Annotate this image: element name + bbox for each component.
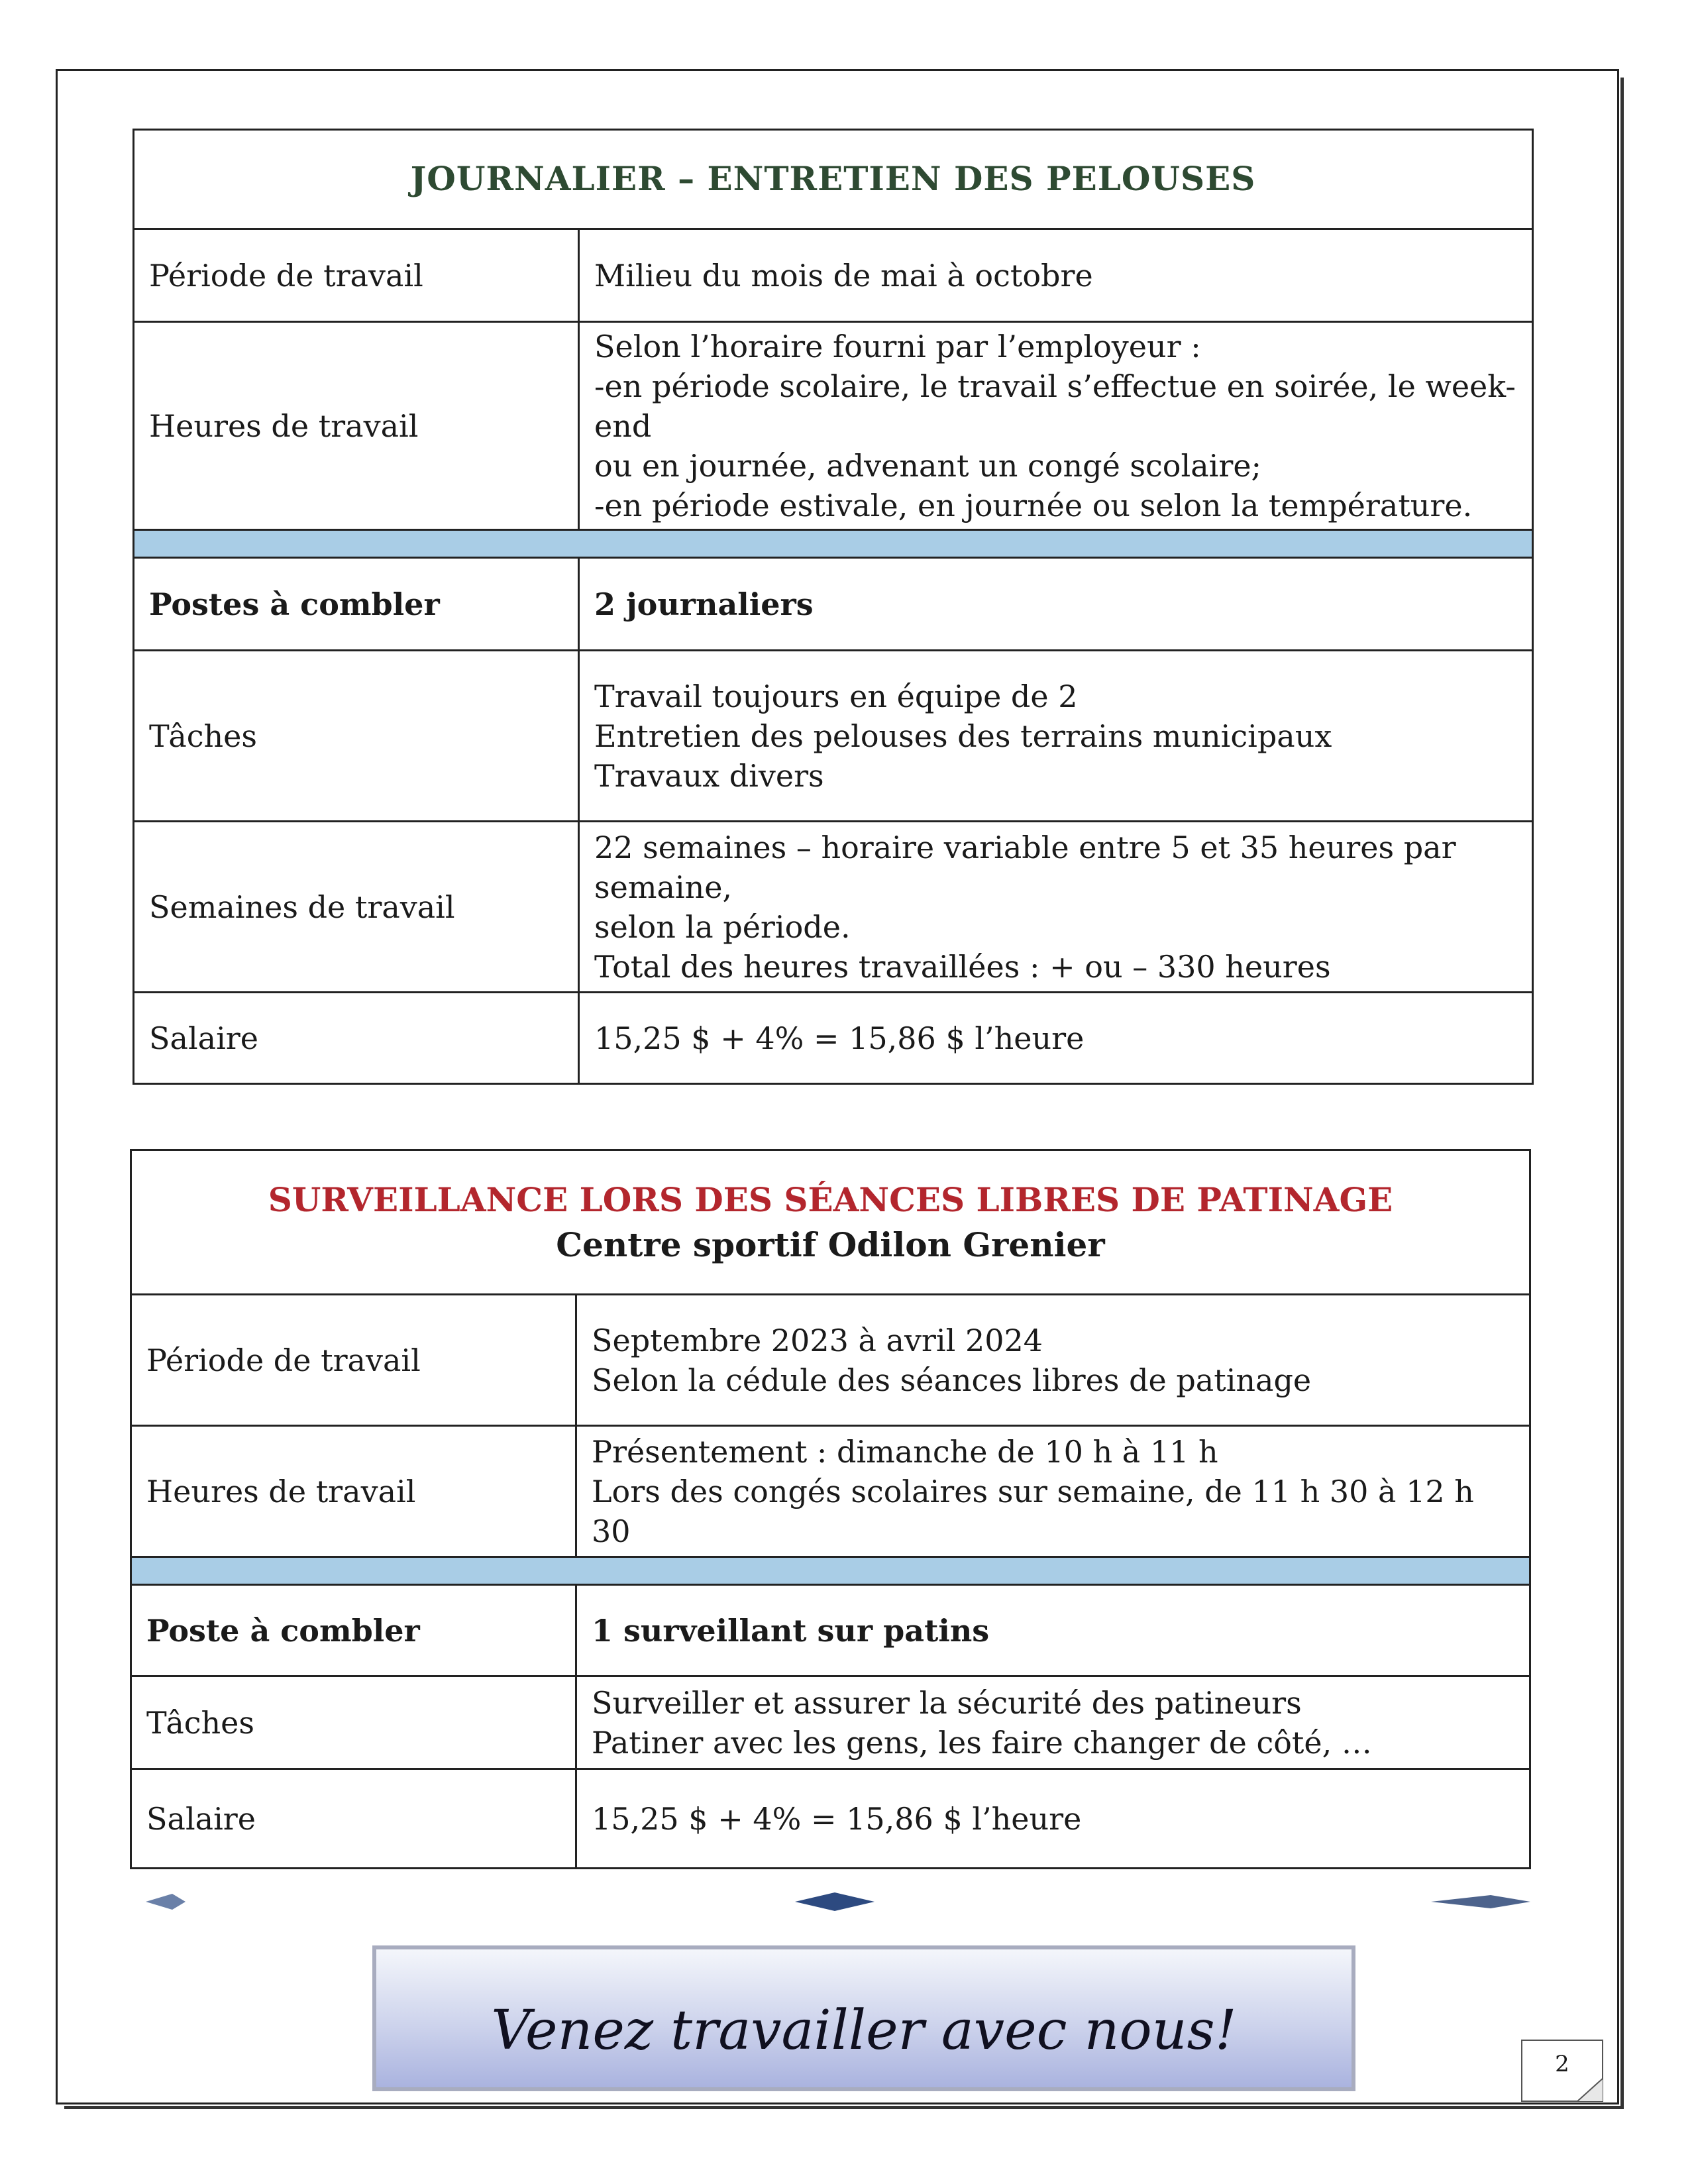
job1-heures-value [579, 322, 1533, 530]
job1-separator [134, 530, 1533, 558]
banner-text: Venez travailler avec nous! [491, 1998, 1237, 2062]
job2-heures-line: Présentement : dimanche de 10 h à 11 h [592, 1433, 1218, 1470]
job2-separator [131, 1557, 1530, 1585]
job1-heures-line: -en période scolaire, le travail s’effectue en soirée, le week-end [594, 368, 1516, 444]
job1-periode-value: Milieu du mois de mai à octobre [579, 229, 1533, 322]
job1-heures-label: Heures de travail [134, 322, 579, 530]
job1-semaines-value [579, 822, 1533, 993]
job2-periode-value [576, 1295, 1530, 1426]
job2-taches-line: Patiner avec les gens, les faire changer de côté, … [592, 1724, 1372, 1761]
job1-heures-line: ou en journée, advenant un congé scolaire; [594, 447, 1262, 484]
job2-poste-value: 1 surveillant sur patins [576, 1585, 1530, 1676]
page-number-text: 2 [1555, 2051, 1569, 2077]
job1-semaines-line: 22 semaines – horaire variable entre 5 et 35 heures par semaine, [594, 829, 1456, 905]
job1-periode-label: Période de travail [134, 229, 579, 322]
job2-subtitle: Centre sportif Odilon Grenier [556, 1225, 1105, 1264]
job2-taches-label: Tâches [131, 1676, 576, 1769]
job1-semaines-line: selon la période. [594, 908, 851, 945]
job-table-skating-supervision [130, 1149, 1531, 1869]
job2-heures-line: Lors des congés scolaires sur semaine, de 11 h 30 à 12 h 30 [592, 1473, 1474, 1549]
job2-title: SURVEILLANCE LORS DES SÉANCES LIBRES DE PATINAGE [268, 1179, 1393, 1219]
job1-semaines-line: Total des heures travaillées : + ou – 330 heures [594, 948, 1331, 985]
job2-periode-line: Septembre 2023 à avril 2024 [592, 1322, 1043, 1358]
job1-taches-line: Entretien des pelouses des terrains municipaux [594, 718, 1332, 754]
job-table-lawn-maintenance [132, 129, 1534, 1085]
job1-postes-value: 2 journaliers [579, 558, 1533, 651]
job1-postes-label: Postes à combler [134, 558, 579, 651]
job2-heures-label: Heures de travail [131, 1426, 576, 1557]
job2-poste-label: Poste à combler [131, 1585, 576, 1676]
job1-taches-line: Travail toujours en équipe de 2 [594, 678, 1078, 714]
job2-salaire-value: 15,25 $ + 4% = 15,86 $ l’heure [576, 1769, 1530, 1869]
job2-salaire-label: Salaire [131, 1769, 576, 1869]
job1-taches-label: Tâches [134, 651, 579, 822]
job1-title: JOURNALIER – ENTRETIEN DES PELOUSES [410, 159, 1256, 198]
job1-salaire-value: 15,25 $ + 4% = 15,86 $ l’heure [579, 993, 1533, 1084]
job2-heures-value [576, 1426, 1530, 1557]
page-number [1521, 2040, 1603, 2102]
job1-heures-line: -en période estivale, en journée ou selon la température. [594, 487, 1473, 523]
job2-periode-line: Selon la cédule des séances libres de patinage [592, 1362, 1312, 1398]
job1-semaines-label: Semaines de travail [134, 822, 579, 993]
job1-heures-line: Selon l’horaire fourni par l’employeur : [594, 328, 1201, 364]
job2-taches-line: Surveiller et assurer la sécurité des patineurs [592, 1684, 1302, 1721]
job1-taches-value [579, 651, 1533, 822]
banner [372, 1945, 1355, 2091]
job2-taches-value [576, 1676, 1530, 1769]
job1-salaire-label: Salaire [134, 993, 579, 1084]
job1-taches-line: Travaux divers [594, 757, 824, 794]
page-curl-icon [1577, 2078, 1603, 2102]
job2-periode-label: Période de travail [131, 1295, 576, 1426]
decorative-divider [132, 1888, 1537, 1915]
